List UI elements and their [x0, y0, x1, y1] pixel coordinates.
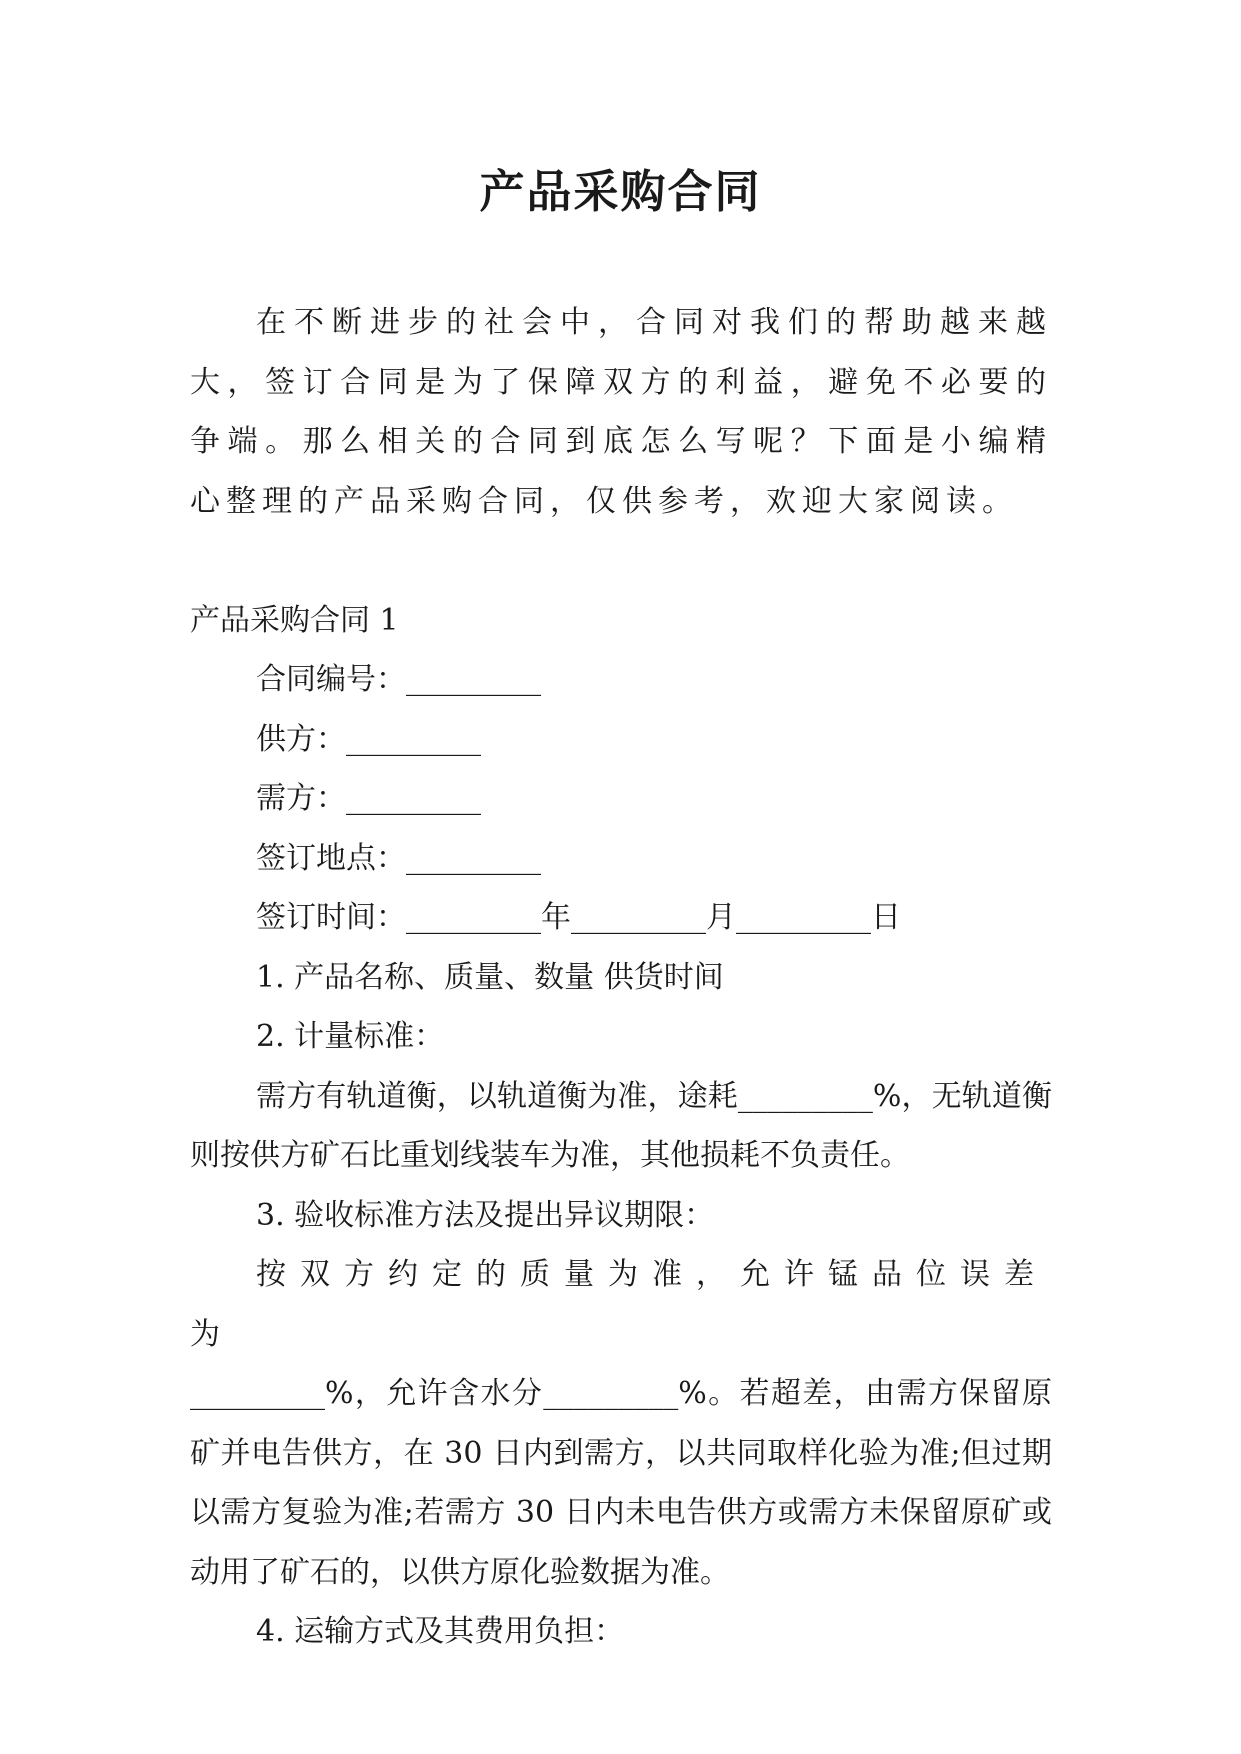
clause-4-heading: 4. 运输方式及其费用负担： [256, 1614, 625, 1649]
clause-2-text: 需方有轨道衡，以轨道衡为准，途耗_________%，无轨道衡则按供方矿石比重划线装车为准，其他损耗不负责任。 [190, 1078, 1052, 1173]
signing-place-field: 签订地点：_________ [256, 840, 541, 876]
clause-1-heading: 1. 产品名称、质量、数量 供货时间 [256, 959, 724, 995]
signing-time-field: 签订时间：_________年_________月_________日 [256, 900, 901, 935]
clause-2-heading: 2. 计量标准： [256, 1019, 445, 1054]
clause-3-text: _________%，允许含水分_________%。若超差，由需方保留原矿并电告供方，在 30 日内到需方，以共同取样化验为准;但过期以需方复验为准;若需方 30 日内未电告供方或需方未保留原矿或动用了矿石的，以供方原化验数据为准。 [190, 1376, 1052, 1590]
clause-3-text-line1: 按双方约定的质量为准，允许锰品位误差为 [190, 1257, 1048, 1352]
intro-paragraph: 在不断进步的社会中，合同对我们的帮助越来越大，签订合同是为了保障双方的利益，避免不必要的争端。那么相关的合同到底怎么写呢？下面是小编精心整理的产品采购合同，仅供参考，欢迎大家阅读。 [190, 305, 1052, 519]
clause-3-heading: 3. 验收标准方法及提出异议期限： [256, 1197, 715, 1233]
document-title: 产品采购合同 [479, 165, 762, 218]
buyer-field: 需方：_________ [256, 781, 481, 816]
supplier-field: 供方：_________ [256, 721, 481, 757]
contract-number-field: 合同编号：_________ [256, 662, 541, 697]
document-body [190, 293, 1052, 1662]
section-heading: 产品采购合同 1 [190, 602, 399, 638]
